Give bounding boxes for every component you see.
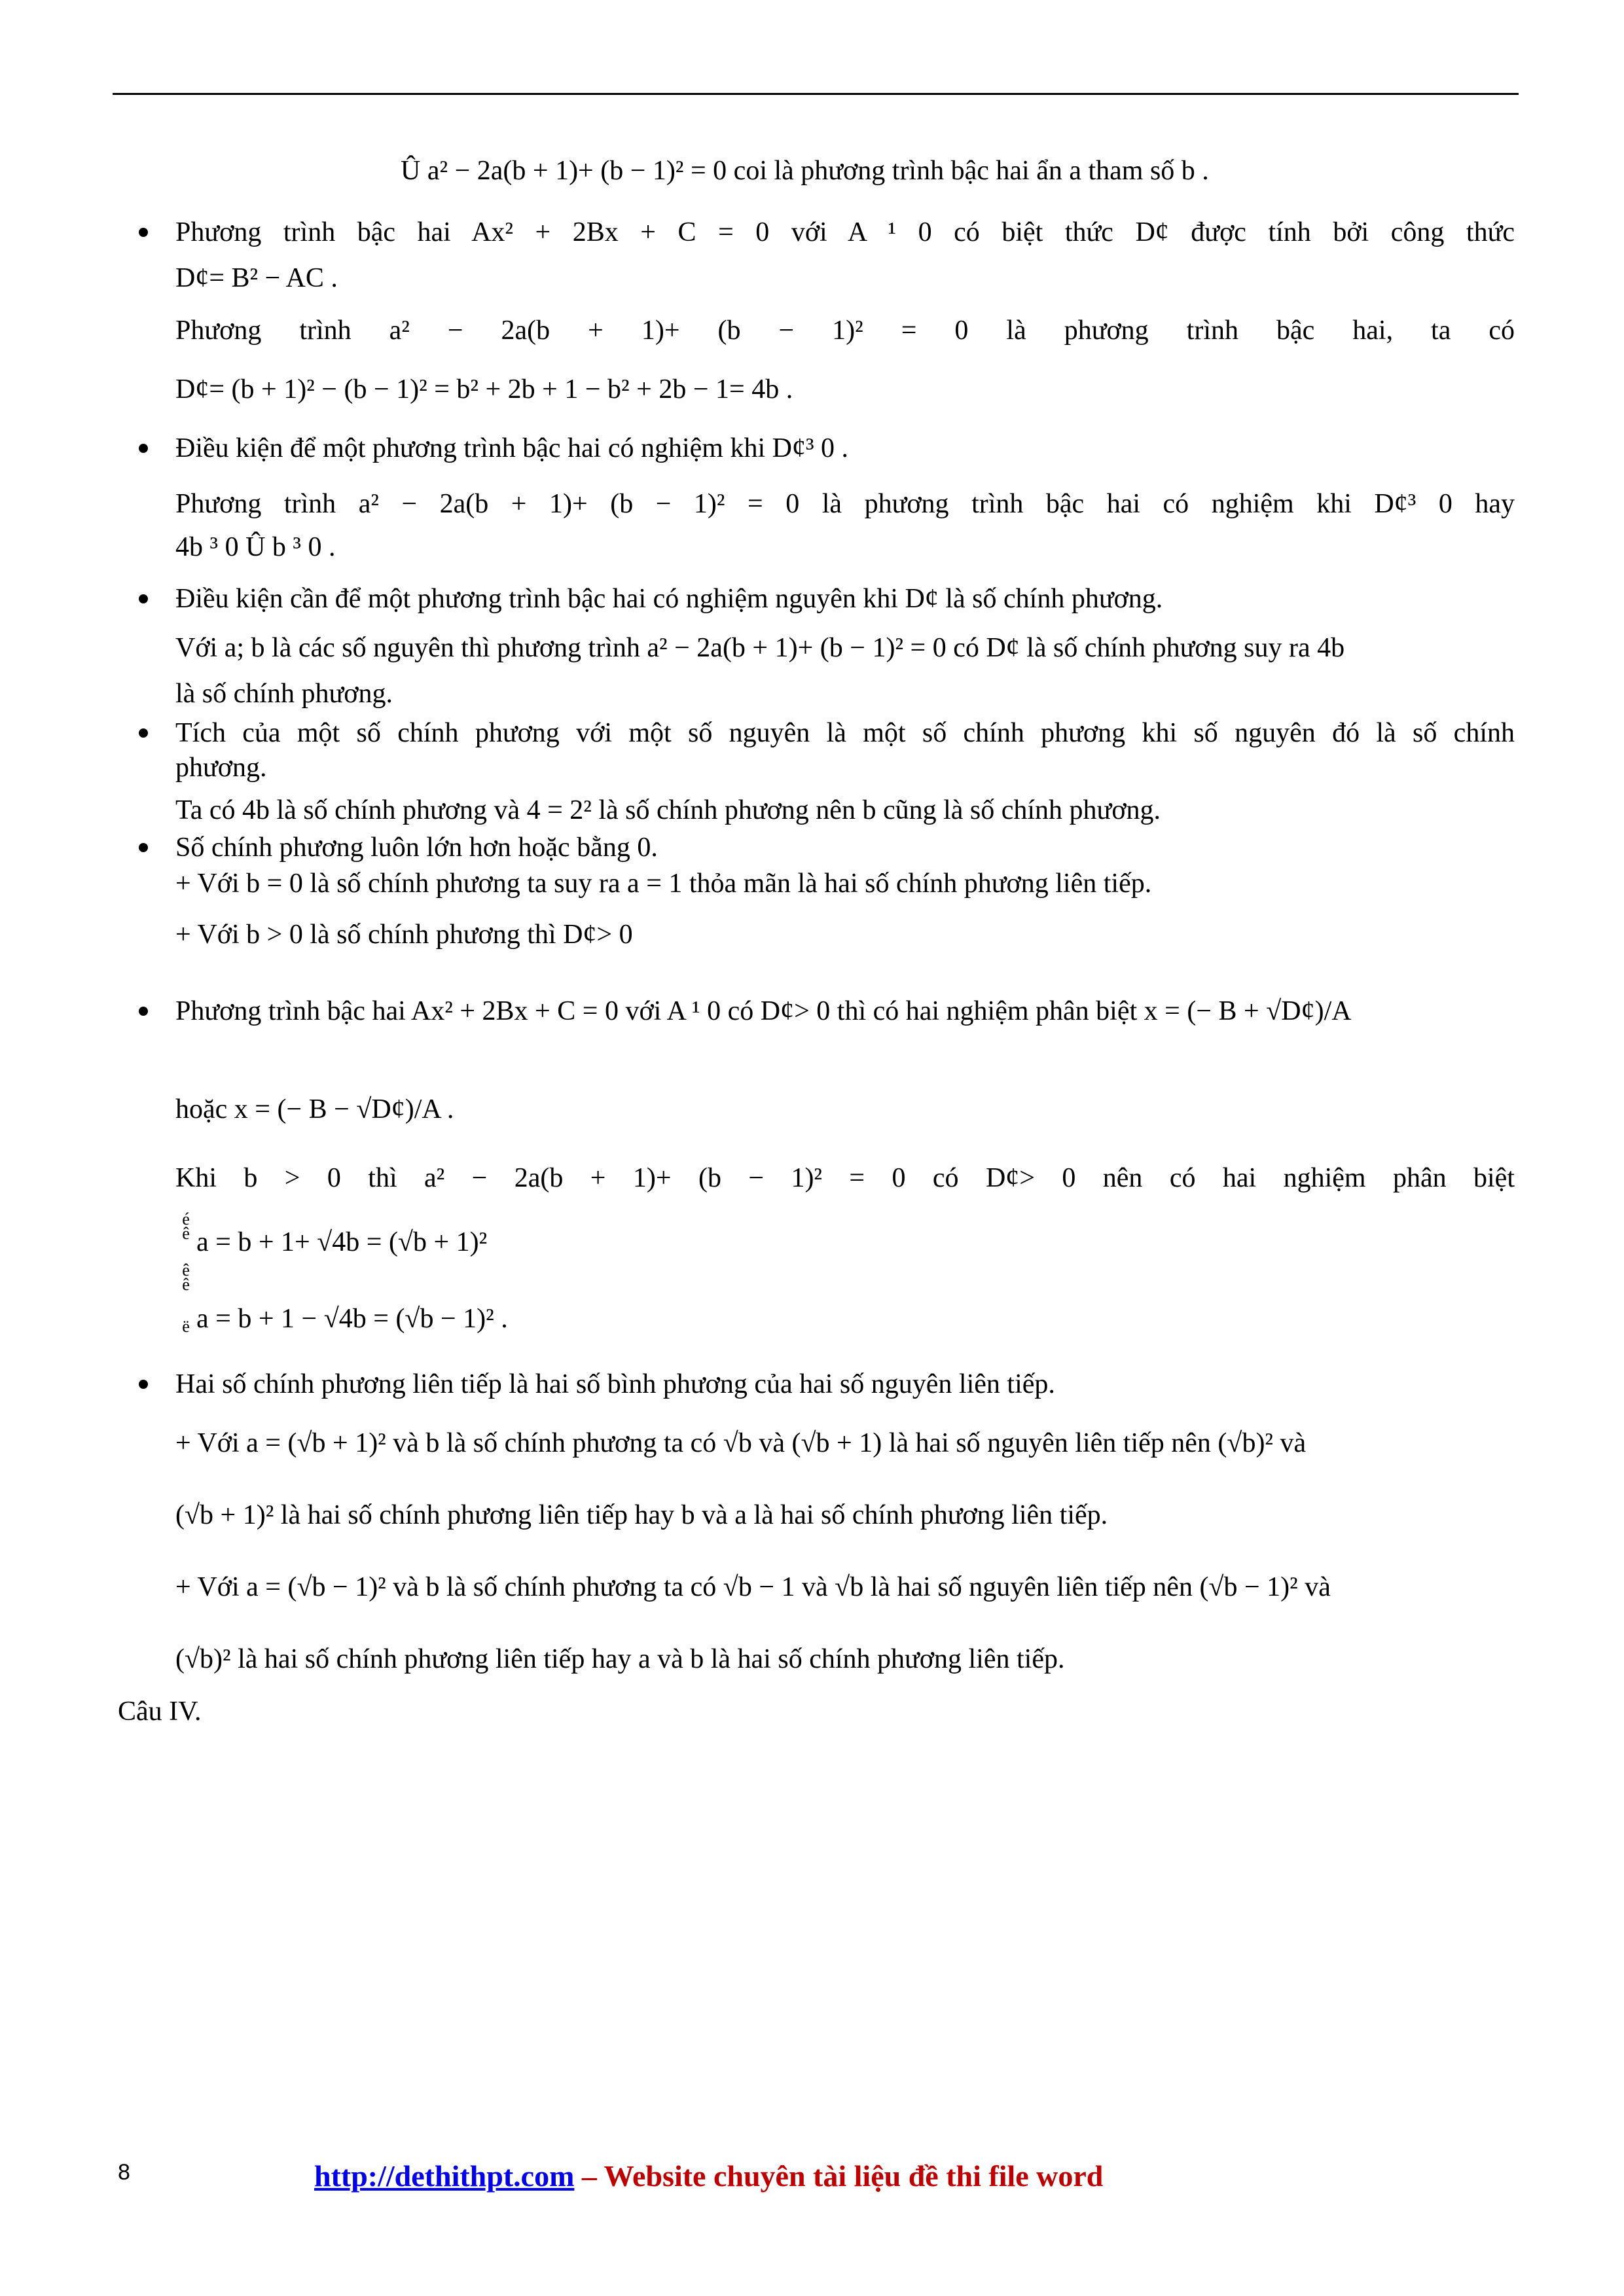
text-line: Điều kiện để một phương trình bậc hai có nghiệm khi D¢³ 0 . xyxy=(175,433,849,463)
text-line: Phương trình a² − 2a(b + 1)+ (b − 1)² = 0 là phương trình bậc hai, ta có xyxy=(175,315,1515,346)
text-line: (√b)² là hai số chính phương liên tiếp hay a và b là hai số chính phương liên tiếp. xyxy=(175,1644,1065,1674)
text-line: + Với a = (√b − 1)² và b là số chính phương ta có √b − 1 và √b là hai số nguyên liên tiếp nên (√b − 1)² và xyxy=(175,1572,1331,1602)
text-line: + Với b = 0 là số chính phương ta suy ra a = 1 thỏa mãn là hai số chính phương liên tiếp. xyxy=(175,869,1152,899)
bullet-icon xyxy=(139,228,148,237)
bracket-glyph: ê xyxy=(182,1224,190,1243)
text-line: (√b + 1)² là hai số chính phương liên tiếp hay b và a là hai số chính phương liên tiếp. xyxy=(175,1500,1108,1530)
text-line: phương. xyxy=(175,753,267,783)
text-line: là số chính phương. xyxy=(175,679,393,709)
bullet-icon xyxy=(139,1380,148,1389)
text-line: Hai số chính phương liên tiếp là hai số bình phương của hai số nguyên liên tiếp. xyxy=(175,1369,1055,1399)
bullet-icon xyxy=(139,594,148,603)
header-rule xyxy=(113,93,1519,95)
text-line: a = b + 1 − √4b = (√b − 1)² . xyxy=(196,1304,508,1334)
bracket-glyph: ê xyxy=(182,1275,190,1294)
text-line: + Với b > 0 là số chính phương thì D¢> 0 xyxy=(175,920,633,950)
text-line: a = b + 1+ √4b = (√b + 1)² xyxy=(196,1227,488,1257)
text-line: hoặc x = (− B − √D¢)/A . xyxy=(175,1094,454,1124)
text-line: Phương trình a² − 2a(b + 1)+ (b − 1)² = 0 là phương trình bậc hai có nghiệm khi D¢³ 0 hay xyxy=(175,489,1515,519)
section-heading: Câu IV. xyxy=(118,1696,202,1727)
bullet-icon xyxy=(139,728,148,738)
text-line: D¢= B² − AC . xyxy=(175,263,338,293)
text-line: Khi b > 0 thì a² − 2a(b + 1)+ (b − 1)² = 0 có D¢> 0 nên có hai nghiệm phân biệt xyxy=(175,1163,1515,1193)
text-line: 4b ³ 0 Û b ³ 0 . xyxy=(175,532,336,562)
text-line: Số chính phương luôn lớn hơn hoặc bằng 0. xyxy=(175,833,658,863)
footer-website-link[interactable]: http://dethithpt.com xyxy=(314,2159,575,2193)
page-number: 8 xyxy=(118,2160,130,2185)
bracket-glyph: ê xyxy=(182,1261,190,1280)
footer xyxy=(314,2159,1103,2193)
footer-tagline: – Website chuyên tài liệu đề thi file word xyxy=(574,2159,1104,2193)
bullet-icon xyxy=(139,444,148,453)
text-line: + Với a = (√b + 1)² và b là số chính phương ta có √b và (√b + 1) là hai số nguyên liên tiếp nên (√b)² và xyxy=(175,1428,1307,1458)
text-line: Với a; b là các số nguyên thì phương trình a² − 2a(b + 1)+ (b − 1)² = 0 có D¢ là số chính phương suy ra 4b xyxy=(175,633,1345,663)
bullet-icon xyxy=(139,1007,148,1016)
text-line: Û a² − 2a(b + 1)+ (b − 1)² = 0 coi là phương trình bậc hai ẩn a tham số b . xyxy=(401,156,1209,186)
text-line: Phương trình bậc hai Ax² + 2Bx + C = 0 với A ¹ 0 có D¢> 0 thì có hai nghiệm phân biệt x = (− B + √D¢)/A xyxy=(175,996,1352,1026)
text-line: D¢= (b + 1)² − (b − 1)² = b² + 2b + 1 − b² + 2b − 1= 4b . xyxy=(175,374,793,404)
bullet-icon xyxy=(139,843,148,852)
text-line: Tích của một số chính phương với một số nguyên là một số chính phương khi số nguyên đó là số chính xyxy=(175,718,1515,748)
bracket-glyph: ë xyxy=(182,1317,190,1336)
text-line: Ta có 4b là số chính phương và 4 = 2² là số chính phương nên b cũng là số chính phương. xyxy=(175,795,1161,825)
text-line: Điều kiện cần để một phương trình bậc hai có nghiệm nguyên khi D¢ là số chính phương. xyxy=(175,584,1163,614)
bracket-glyph: é xyxy=(182,1210,190,1229)
text-line: Phương trình bậc hai Ax² + 2Bx + C = 0 với A ¹ 0 có biệt thức D¢ được tính bởi công thức xyxy=(175,217,1515,247)
